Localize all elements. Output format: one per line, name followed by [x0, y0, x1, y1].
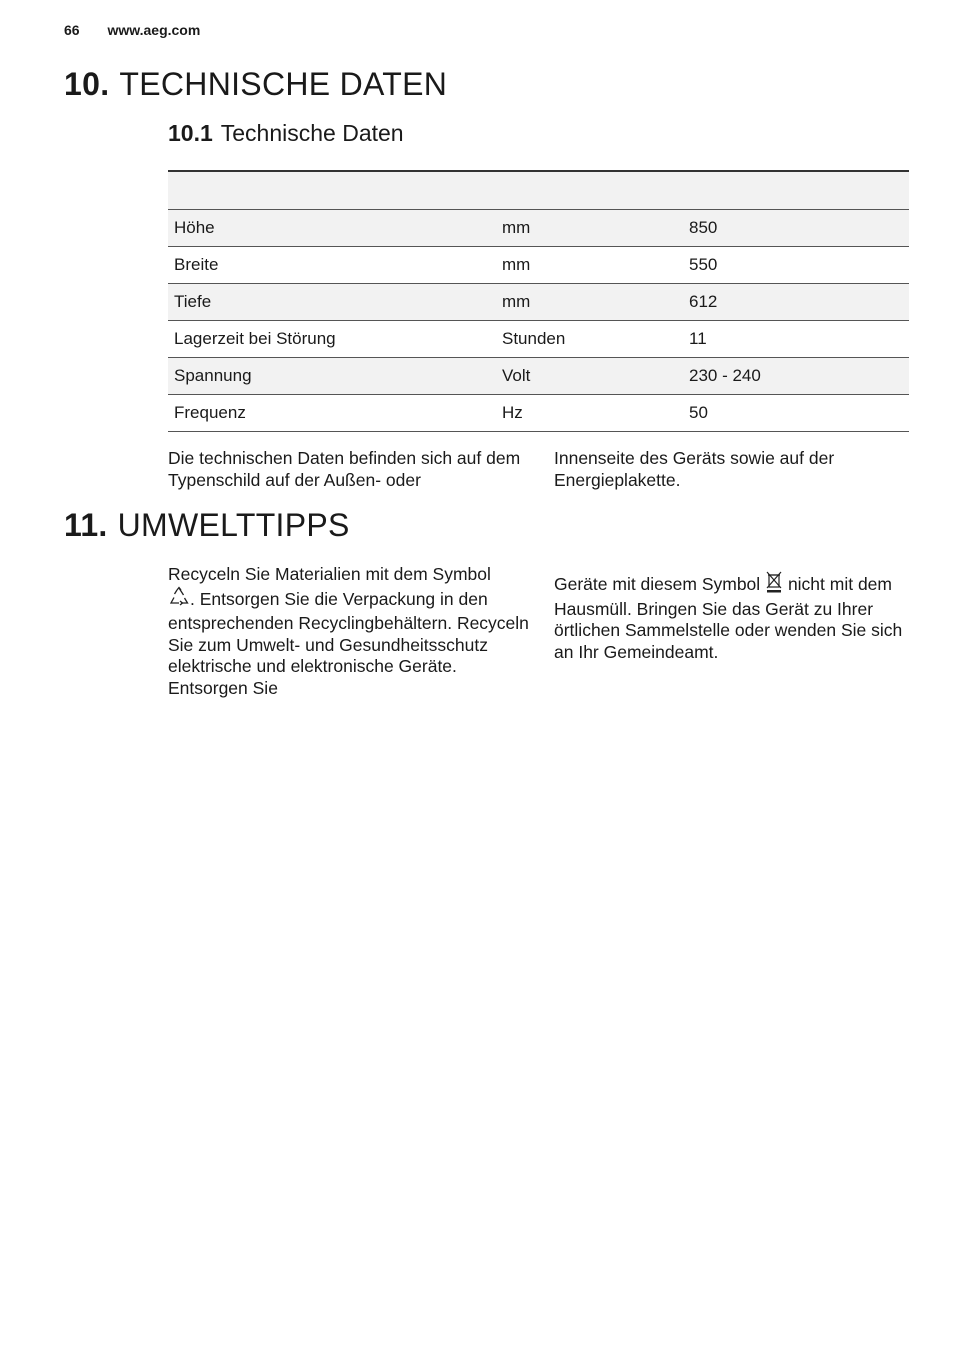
- row-label: Frequenz: [168, 395, 496, 432]
- table-header-cell: [168, 171, 909, 210]
- row-label: Lagerzeit bei Störung: [168, 321, 496, 358]
- row-value: 850: [683, 210, 909, 247]
- website-url: www.aeg.com: [107, 22, 201, 38]
- row-unit: mm: [496, 210, 683, 247]
- tech-data-note-left: Die technischen Daten befinden sich auf dem Typenschild auf der Außen- oder: [168, 448, 521, 490]
- section-10-title: TECHNISCHE DATEN: [119, 66, 448, 102]
- row-label: Tiefe: [168, 284, 496, 321]
- table-row: [168, 210, 909, 247]
- table-header-row: [168, 171, 909, 210]
- table-row: [168, 358, 909, 395]
- recycling-icon: [168, 586, 190, 614]
- subsection-number: 10.1: [168, 120, 213, 146]
- technical-data-table: [168, 170, 909, 432]
- tech-data-note-right: Innenseite des Geräts sowie auf der Energieplakette.: [554, 448, 835, 490]
- row-label: Breite: [168, 247, 496, 284]
- row-label: Spannung: [168, 358, 496, 395]
- section-10-number: 10.: [64, 66, 110, 102]
- row-unit: mm: [496, 284, 683, 321]
- section-11-title: UMWELTTIPPS: [117, 507, 350, 543]
- row-unit: Stunden: [496, 321, 683, 358]
- weee-sentence-rest: nicht mit dem Hausmüll. Bringen Sie das Gerät zu Ihrer örtlichen Sammelstelle oder wenden Sie sich an Ihr Gemeindeamt.: [554, 574, 903, 662]
- recycle-sentence-rest: . Entsorgen Sie die Verpackung in den entsprechenden Recyclingbehältern. Recyceln Sie zum Umwelt- und Gesundheitsschutz elektrische und elektronische Geräte. Entsorgen Sie: [168, 588, 529, 698]
- page-number: 66: [64, 22, 80, 38]
- row-unit: mm: [496, 247, 683, 284]
- table-row: [168, 284, 909, 321]
- row-label: Höhe: [168, 210, 496, 247]
- weee-sentence-start: Geräte mit diesem Symbol: [554, 574, 761, 594]
- row-value: 612: [683, 284, 909, 321]
- table-row: [168, 395, 909, 432]
- table-row: [168, 247, 909, 284]
- section-11-heading: [64, 507, 350, 544]
- row-value: 50: [683, 395, 909, 432]
- crossed-out-bin-icon: [765, 571, 783, 599]
- environment-text-left: [168, 564, 533, 699]
- table-row: [168, 321, 909, 358]
- row-unit: Volt: [496, 358, 683, 395]
- subsection-10-1-heading: [168, 120, 404, 147]
- recycle-sentence-start: Recyceln Sie Materialien mit dem Symbol: [168, 564, 491, 584]
- environment-text-right: [554, 571, 914, 663]
- row-value: 11: [683, 321, 909, 358]
- row-value: 550: [683, 247, 909, 284]
- subsection-title: Technische Daten: [220, 120, 404, 146]
- page-header: [64, 22, 200, 38]
- row-value: 230 - 240: [683, 358, 909, 395]
- section-10-heading: [64, 66, 447, 103]
- section-11-number: 11.: [64, 507, 108, 543]
- row-unit: Hz: [496, 395, 683, 432]
